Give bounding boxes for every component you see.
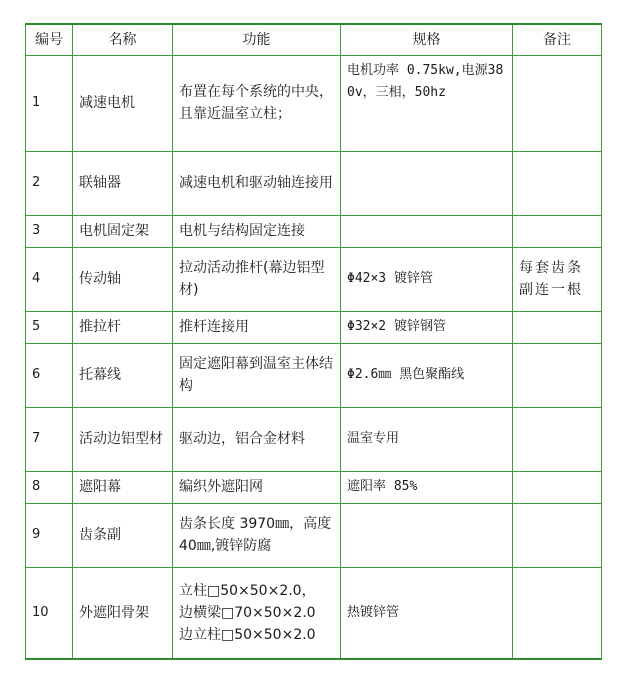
cell-no: 8 [26,471,73,503]
table-row [26,471,602,503]
cell-note [513,407,602,471]
cell-name: 电机固定架 [73,215,173,247]
cell-spec: Φ2.6㎜ 黑色聚酯线 [341,343,513,407]
spec-table [25,23,602,660]
cell-spec: 温室专用 [341,407,513,471]
cell-no: 5 [26,311,73,343]
cell-note [513,311,602,343]
cell-function [173,567,341,659]
cell-spec: 遮阳率 85% [341,471,513,503]
cell-spec [341,151,513,215]
cell-name: 托幕线 [73,343,173,407]
cell-function: 布置在每个系统的中央，且靠近温室立柱； [173,55,341,151]
cell-no: 1 [26,55,73,151]
table-row [26,567,602,659]
cell-no: 6 [26,343,73,407]
cell-function: 驱动边，铝合金材料 [173,407,341,471]
cell-name: 齿条副 [73,503,173,567]
cell-function: 编织外遮阳网 [173,471,341,503]
cell-name: 联轴器 [73,151,173,215]
header-name: 名称 [73,24,173,55]
table-row [26,215,602,247]
cell-no: 4 [26,247,73,311]
cell-function: 齿条长度 3970㎜，高度 40㎜,镀锌防腐 [173,503,341,567]
table-row [26,343,602,407]
cell-function: 推杆连接用 [173,311,341,343]
table-row [26,247,602,311]
cell-note [513,55,602,151]
cell-spec: Φ42×3 镀锌管 [341,247,513,311]
table-row [26,151,602,215]
cell-name: 减速电机 [73,55,173,151]
header-row [26,24,602,55]
cell-name: 遮阳幕 [73,471,173,503]
cell-spec [341,503,513,567]
cell-name: 传动轴 [73,247,173,311]
cell-note [513,567,602,659]
cell-function: 固定遮阳幕到温室主体结构 [173,343,341,407]
cell-no: 2 [26,151,73,215]
cell-note [513,151,602,215]
header-note: 备注 [513,24,602,55]
table-row [26,407,602,471]
table-row [26,55,602,151]
cell-spec: 热镀锌管 [341,567,513,659]
cell-name: 外遮阳骨架 [73,567,173,659]
cell-note: 每套齿条副连一根 [513,247,602,311]
cell-function: 减速电机和驱动轴连接用 [173,151,341,215]
cell-spec: 电机功率 0.75kw,电源380v，三相，50hz [341,55,513,151]
header-function: 功能 [173,24,341,55]
cell-note [513,503,602,567]
cell-name: 推拉杆 [73,311,173,343]
table-row [26,503,602,567]
header-no: 编号 [26,24,73,55]
cell-function: 电机与结构固定连接 [173,215,341,247]
cell-note [513,215,602,247]
cell-spec: Φ32×2 镀锌钢管 [341,311,513,343]
header-spec: 规格 [341,24,513,55]
table-row [26,311,602,343]
function-line: 边立柱□50×50×2.0 [179,626,316,643]
cell-function: 拉动活动推杆(幕边铝型材) [173,247,341,311]
cell-no: 7 [26,407,73,471]
function-line: 立柱□50×50×2.0， [179,582,316,599]
cell-spec [341,215,513,247]
cell-name: 活动边铝型材 [73,407,173,471]
cell-note [513,343,602,407]
function-line: 边横梁□70×50×2.0 [179,604,316,621]
cell-no: 3 [26,215,73,247]
cell-note [513,471,602,503]
cell-no: 9 [26,503,73,567]
cell-no: 10 [26,567,73,659]
